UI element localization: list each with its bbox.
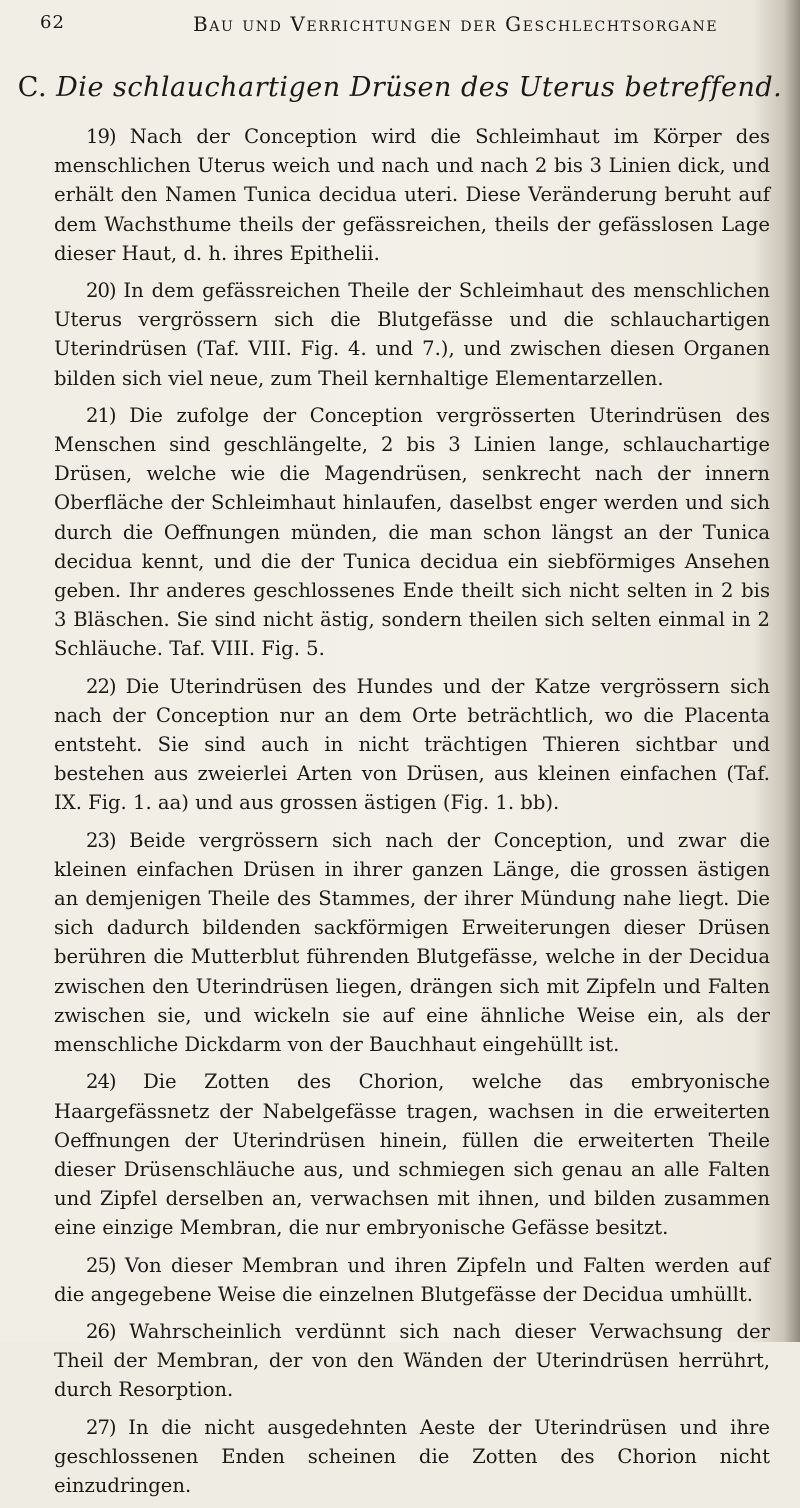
paragraph-text: Von dieser Membran und ihren Zipfeln und Falten werden auf die angegebene Weise die einzelnen Blutgefässe der Decidua umhüllt.: [54, 1253, 770, 1306]
paragraph-number: 21): [86, 403, 116, 427]
paragraph-number: 20): [86, 279, 116, 303]
section-letter: C.: [17, 72, 48, 103]
section-heading: [0, 72, 800, 103]
running-head: [40, 12, 770, 42]
paragraph-number: 23): [86, 828, 116, 852]
paragraph-number: 26): [86, 1319, 116, 1343]
paragraph-25: [54, 1251, 770, 1309]
section-title: Die schlauchartigen Drüsen des Uterus betreffend.: [56, 72, 783, 103]
paragraph-21: [54, 401, 770, 664]
paragraph-22: [54, 672, 770, 818]
paragraph-27: [54, 1413, 770, 1501]
paragraph-text: Nach der Conception wird die Schleimhaut im Körper des menschlichen Uterus weich und nach und nach 2 bis 3 Linien dick, und erhält den Namen Tunica decidua uteri. Diese Veränderung beruht auf dem Wachsthume theils der gefässreichen, theils der gefässlosen Lage dieser Haut, d. h. ihres Epithelii.: [54, 125, 771, 265]
paragraph-text: Die Uterindrüsen des Hundes und der Katze vergrössern sich nach der Conception nur an dem Orte beträchtlich, wo die Placenta entsteht. Sie sind auch in nicht trächtigen Thieren sichtbar und bestehen aus zweierlei Arten von Drüsen, aus kleinen einfachen (Taf. IX. Fig. 1. aa) und aus grossen ästigen (Fig. 1. bb).: [54, 674, 770, 815]
paragraph-19: [54, 122, 770, 268]
paragraph-text: In dem gefässreichen Theile der Schleimhaut des menschlichen Uterus vergrössern sich die Blutgefässe und die schlauchartigen Uterindrüsen (Taf. VIII. Fig. 4. und 7.), und zwischen diesen Organen bilden sich viel neue, zum Theil kernhaltige Elementarzellen.: [54, 279, 770, 390]
body-text: [54, 122, 770, 1508]
paragraph-number: 22): [86, 674, 116, 698]
running-head-title: Bau und Verrichtungen der Geschlechtsorgane: [193, 12, 719, 36]
paragraph-text: Wahrscheinlich verdünnt sich nach dieser Verwachsung der Theil der Membran, der von den Wänden der Uterindrüsen herrührt, durch Resorption.: [54, 1319, 771, 1402]
page-number: 62: [40, 12, 65, 33]
paragraph-number: 27): [86, 1415, 116, 1439]
paragraph-number: 24): [86, 1070, 116, 1094]
paragraph-text: Die Zotten des Chorion, welche das embryonische Haargefässnetz der Nabelgefässe tragen, wachsen in die erweiterten Oeffnungen der Uterindrüsen hinein, füllen die erweiterten Theile dieser Drüsenschläuche aus, und schmiegen sich genau an alle Falten und Zipfel derselben an, verwachsen mit ihnen, und bilden zusammen eine einzige Membran, die nur embryonische Gefässe besitzt.: [54, 1070, 771, 1240]
paragraph-text: Die zufolge der Conception vergrösserten Uterindrüsen des Menschen sind geschlängelte, 2 bis 3 Linien lange, schlauchartige Drüsen, welche wie die Magendrüsen, senkrecht nach der innern Oberfläche der Schleimhaut hinlaufen, daselbst enger werden und sich durch die Oeffnungen münden, die man schon längst an der Tunica decidua kennt, und die der Tunica decidua ein siebförmiges Ansehen geben. Ihr anderes geschlossenes Ende theilt sich nicht selten in 2 bis 3 Bläschen. Sie sind nicht ästig, sondern theilen sich selten einmal in 2 Schläuche. Taf. VIII. Fig. 5.: [54, 403, 770, 661]
paragraph-number: 19): [86, 125, 116, 148]
paragraph-20: [54, 276, 770, 393]
paragraph-26: [54, 1317, 770, 1405]
paragraph-number: 25): [86, 1253, 116, 1277]
paragraph-23: [54, 826, 770, 1060]
paragraph-text: Beide vergrössern sich nach der Conception, und zwar die kleinen einfachen Drüsen in ihrer ganzen Länge, die grossen ästigen an demjenigen Theile des Stammes, der ihrer Mündung nahe liegt. Die sich dadurch bildenden sackförmigen Erweiterungen dieser Drüsen berühren die Mutterblut führenden Blutgefässe, welche in der Decidua zwischen den Uterindrüsen liegen, drängen sich mit Zipfeln und Falten zwischen sie, und wickeln sie auf eine ähnliche Weise ein, als der menschliche Dickdarm von der Bauchhaut eingehüllt ist.: [54, 828, 770, 1057]
paragraph-24: [54, 1067, 770, 1242]
paragraph-text: In die nicht ausgedehnten Aeste der Uterindrüsen und ihre geschlossenen Enden scheinen die Zotten des Chorion nicht einzudringen.: [54, 1415, 770, 1497]
